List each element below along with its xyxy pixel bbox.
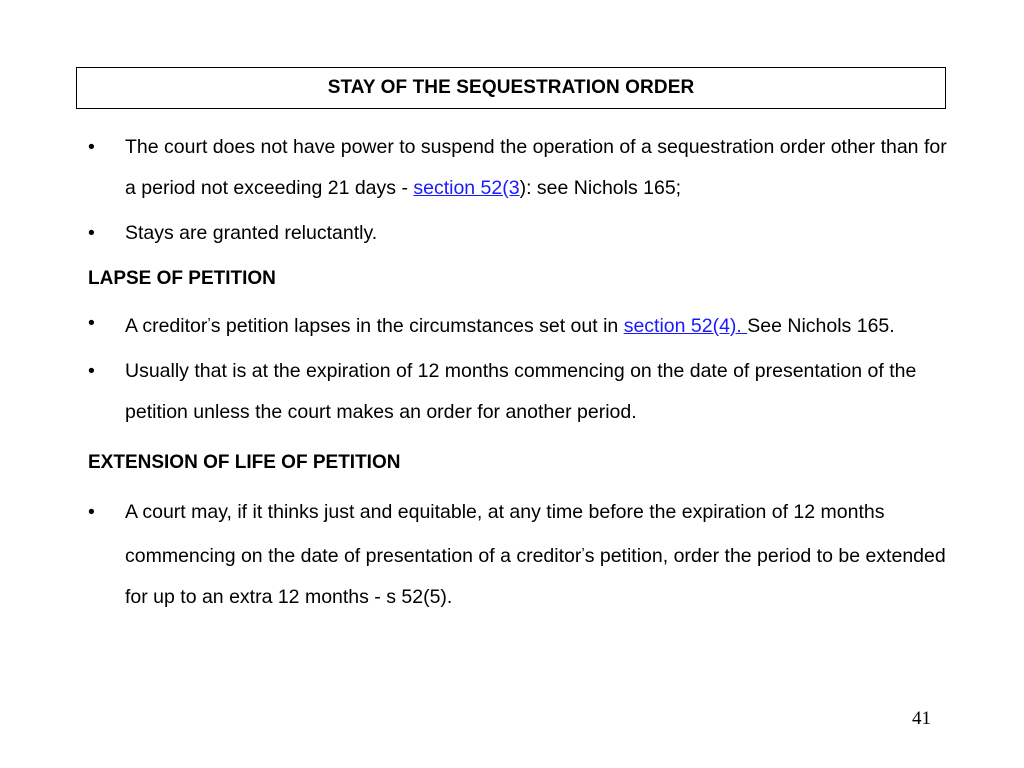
- section-heading-lapse: LAPSE OF PETITION: [88, 268, 276, 289]
- bullet-text: A court may, if it thinks just and equitable, at any time before the expiration of 12 months commencing on the date of presentation of a creditor: [125, 501, 885, 567]
- list-item: [88, 303, 948, 347]
- section-52-3-link[interactable]: section 52(3: [413, 177, 520, 199]
- list-item: [88, 127, 948, 209]
- bullet-text: Stays are granted reluctantly.: [125, 222, 378, 244]
- bullet-text: Usually that is at the expiration of 12 months commencing on the date of presentation of the petition unless the court makes an order for another period.: [125, 360, 917, 423]
- list-item: [88, 492, 948, 618]
- bullet-icon: •: [88, 136, 95, 158]
- bullet-text: The court does not have power to suspend the operation of a sequestration order other than for a period not exceeding 21 days -: [125, 136, 947, 199]
- bullet-text: s petition, order the period to be extended for up to an extra 12 months - s 52(5).: [125, 545, 946, 608]
- apostrophe: ’: [207, 315, 211, 332]
- bullet-text: See Nichols 165.: [747, 315, 895, 337]
- bullet-icon: •: [88, 222, 95, 244]
- content-area: [88, 127, 948, 618]
- bullet-icon: •: [88, 501, 95, 523]
- list-item: [88, 351, 948, 433]
- section-heading-extension: EXTENSION OF LIFE OF PETITION: [88, 452, 401, 473]
- bullet-text: A creditor: [125, 315, 208, 337]
- apostrophe: ’: [581, 545, 585, 562]
- bullet-text: ): see Nichols 165;: [519, 177, 682, 199]
- bullet-text: s petition lapses in the circumstances set out in: [210, 315, 624, 337]
- title-box: [76, 67, 946, 109]
- slide-title: STAY OF THE SEQUESTRATION ORDER: [327, 77, 695, 98]
- bullet-icon: •: [88, 360, 95, 382]
- page-number: 41: [912, 708, 931, 729]
- section-52-4-link[interactable]: section 52(4).: [623, 315, 748, 337]
- list-item: [88, 213, 948, 254]
- bullet-icon: •: [88, 312, 95, 334]
